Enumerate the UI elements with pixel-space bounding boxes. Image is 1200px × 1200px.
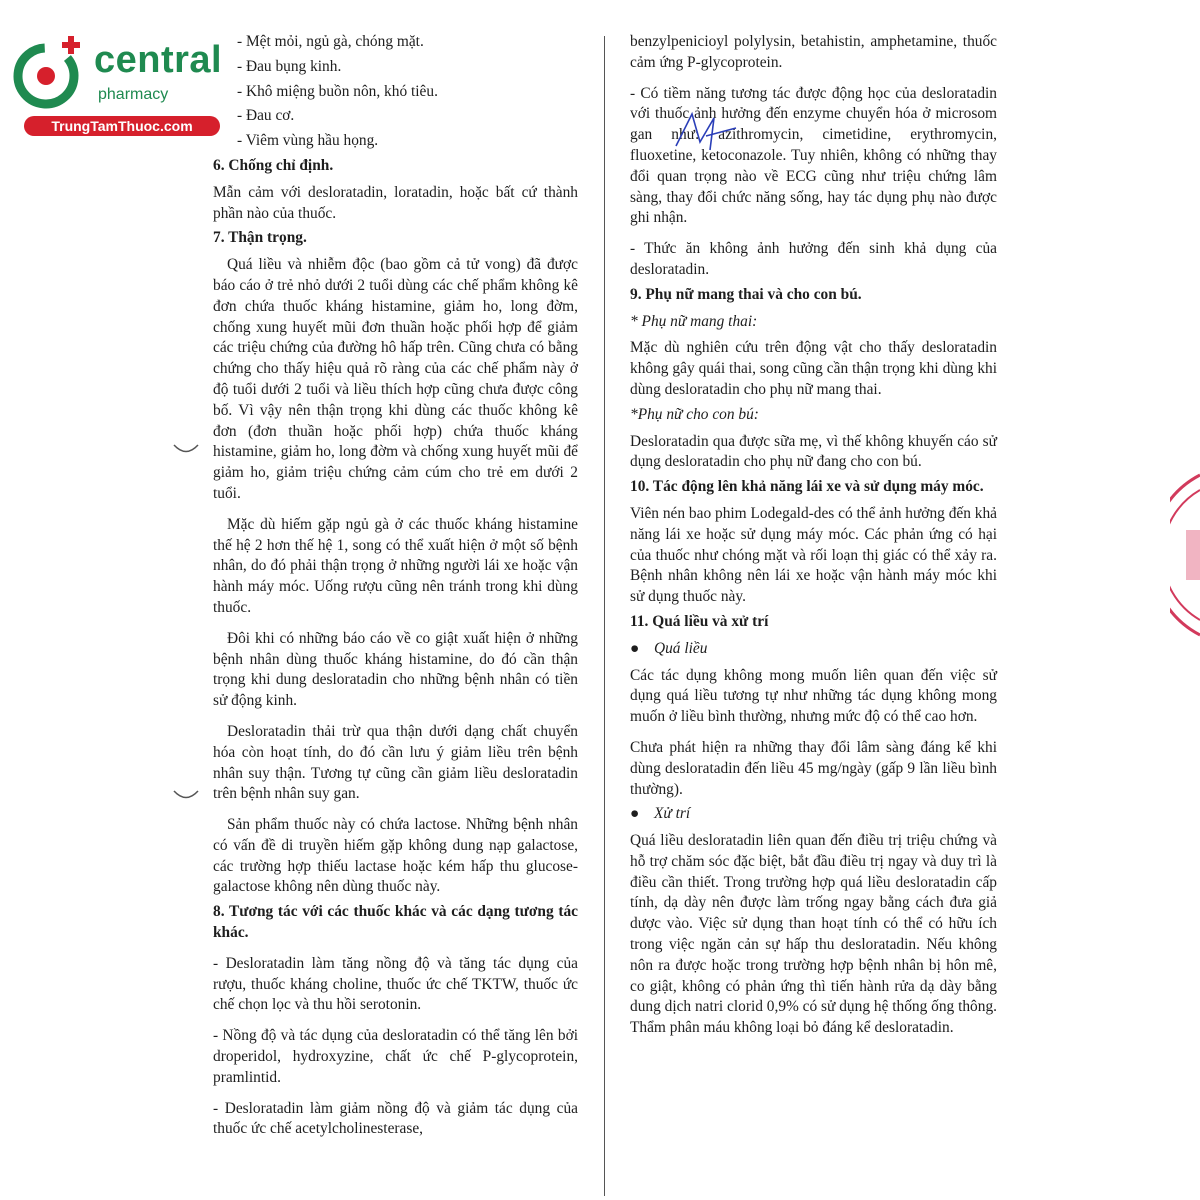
left-column — [213, 32, 578, 1144]
section-10-paragraph: Viên nén bao phim Lodegald-des có thể ảnh hưởng đến khả năng lái xe hoặc sử dụng máy móc. Các phản ứng có hại của thuốc như chóng mặt và rối loạn thị giác có thể xảy ra. Bệnh nhân không nên lái xe hoặc vận hành máy móc khi sử dụng thuốc này. — [630, 504, 997, 606]
section-11-bullet: ● Xử trí — [630, 804, 997, 825]
section-11-heading: 11. Quá liều và xử trí — [630, 612, 769, 630]
section-11-paragraph: Chưa phát hiện ra những thay đổi lâm sàng đáng kể khi dùng desloratadin đến liều 45 mg/ngày (gấp 9 lần liều bình thường). — [630, 738, 997, 798]
section-8-paragraph: - Có tiềm năng tương tác được động học của desloratadin với thuốc ảnh hưởng đến enzyme chuyển hóa ở microsom gan như: azithromycin, cimetidine, erythromycin, fluoxetine, ketoconazole. Tuy nhiên, không có những thay đổi quan trọng nào về ECG cũng như triệu chứng lâm sàng, thay đổi chức năng sống, hay tác dụng phụ nào được ghi nhận. — [630, 84, 997, 227]
section-6-text: Mẫn cảm với desloratadin, loratadin, hoặc bất cứ thành phần nào của thuốc. — [213, 183, 578, 222]
section-8-paragraph: - Desloratadin làm tăng nồng độ và tăng tác dụng của rượu, thuốc kháng choline, thuốc ức chế TKTW, thuốc ức chế chọn lọc và thu hồi serotonin. — [213, 954, 578, 1014]
pen-signature-mark — [670, 106, 742, 162]
section-8-paragraph: - Nồng độ và tác dụng của desloratadin có thể tăng lên bởi droperidol, hydroxyzine, chất ức chế P-glycoprotein, pramlintid. — [213, 1027, 578, 1086]
section-7-heading: 7. Thận trọng. — [213, 229, 307, 247]
scan-mark-icon — [172, 442, 200, 456]
bullet-icon: ● — [630, 639, 640, 657]
section-11-paragraph: Các tác dụng không mong muốn liên quan đến việc sử dụng quá liều tương tự như những tác dụng không mong muốn ở liều bình thường, nhưng mức độ có thể cao hơn. — [630, 666, 997, 726]
side-effect-item: - Đau bụng kinh. — [237, 57, 342, 75]
brand-sub: pharmacy — [98, 86, 169, 103]
section-8-paragraph: - Thức ăn không ảnh hưởng đến sinh khả dụng của desloratadin. — [630, 240, 997, 278]
side-effect-item: - Mệt mỏi, ngủ gà, chóng mặt. — [237, 33, 424, 50]
column-divider — [604, 36, 605, 1196]
company-stamp-seal — [1170, 470, 1200, 640]
section-7-paragraph: Desloratadin thải trừ qua thận dưới dạng chất chuyển hóa còn hoạt tính, do đó cần lưu ý giảm liều trên bệnh nhân suy thận. Tương tự cũng cần giảm liều desloratadin trên bệnh nhân suy gan. — [213, 722, 578, 803]
section-9-heading: 9. Phụ nữ mang thai và cho con bú. — [630, 285, 862, 303]
section-10-heading: 10. Tác động lên khả năng lái xe và sử dụng máy móc. — [630, 478, 984, 496]
section-6-heading: 6. Chống chỉ định. — [213, 156, 334, 174]
brand-url[interactable]: TrungTamThuoc.com — [24, 116, 220, 136]
section-8-continuation: benzylpenicioyl polylysin, betahistin, amphetamine, thuốc cảm ứng P-glycoprotein. — [630, 33, 997, 71]
section-9-subheading: * Phụ nữ mang thai: — [630, 312, 758, 330]
section-7-paragraph: Đôi khi có những báo cáo về co giật xuất hiện ở những bệnh nhân dùng thuốc kháng histamine, do đó cần thận trọng khi dung desloratadin cho những bệnh nhân có tiền sử động kinh. — [213, 629, 578, 710]
section-9-paragraph: Mặc dù nghiên cứu trên động vật cho thấy desloratadin không gây quái thai, song cũng cần thận trọng khi dùng khi dùng desloratadin cho phụ nữ mang thai. — [630, 339, 997, 398]
brand-name: central — [94, 39, 223, 81]
side-effect-item: - Khô miệng buồn nôn, khó tiêu. — [237, 82, 438, 100]
section-7-paragraph: Sản phẩm thuốc này có chứa lactose. Những bệnh nhân có vấn đề di truyền hiếm gặp không dung nạp galactose, các trường hợp thiếu lactase hoặc kém hấp thu glucose-galactose không nên dùng thuốc này. — [213, 816, 578, 896]
section-8-paragraph: - Desloratadin làm giảm nồng độ và giảm tác dụng của thuốc ức chế acetylcholinesterase, — [213, 1099, 578, 1138]
brand-logo — [10, 36, 223, 140]
section-8-heading: 8. Tương tác với các thuốc khác và các dạng tương tác khác. — [213, 903, 578, 942]
right-column — [630, 32, 997, 1043]
central-pharmacy-logo-icon — [10, 36, 86, 112]
section-11-bullet: ● Quá liều — [630, 639, 997, 660]
section-7-paragraph: Mặc dù hiếm gặp ngủ gà ở các thuốc kháng histamine thế hệ 2 hơn thế hệ 1, song có thể xuất hiện ở một số bệnh nhân, do đó phải thận trọng ở những người lái xe hoặc vận hành máy móc. Uống rượu cũng nên tránh trong khi dùng thuốc. — [213, 515, 578, 616]
section-9-subheading: *Phụ nữ cho con bú: — [630, 405, 759, 423]
side-effect-item: - Đau cơ. — [237, 107, 295, 125]
section-9-paragraph: Desloratadin qua được sữa mẹ, vì thế không khuyến cáo sử dụng desloratadin cho phụ nữ đang cho con bú. — [630, 432, 997, 471]
section-11-paragraph: Quá liều desloratadin liên quan đến điều trị triệu chứng và hỗ trợ chăm sóc đặc biệt, bắt đầu điều trị ngay và duy trì là điều cần thiết. Trong trường hợp quá liều desloratadin cấp tính, dạ dày nên được làm trống ngay bằng cách đưa giả dược vào. Việc sử dụng than hoạt tính có thể có hữu ích trong việc ngăn cản sự hấp thu desloratadin. Nếu không nôn ra được hoặc trong trường hợp bệnh nhân bị hôn mê, co giật, không có phản ứng thì tiến hành rửa dạ dày bằng dung dịch natri clorid 0,9% có sử dụng hệ thống ống thông. Thẩm phân máu không loại bỏ đáng kể desloratadin. — [630, 832, 997, 1037]
side-effect-item: - Viêm vùng hầu họng. — [237, 132, 379, 150]
bullet-icon: ● — [630, 805, 640, 823]
scan-mark-icon — [172, 788, 200, 802]
section-7-paragraph: Quá liều và nhiễm độc (bao gồm cả tử vong) đã được báo cáo ở trẻ nhỏ dưới 2 tuổi dùng các chế phẩm không kê đơn chứa thuốc kháng histamine, giảm ho, long đờm, chống xung huyết mũi đơn thuần hoặc phối hợp để giảm các triệu chứng của đường hô hấp trên. Cũng chưa có bằng chứng cho thấy hiệu quả rõ ràng của các chế phẩm này ở độ tuổi dưới 2 tuổi và liều thích hợp cũng chưa được công bố. Vì vậy nên thận trọng khi dùng các thuốc không kê đơn (đơn thuần hoặc phối hợp) chứa thuốc kháng histamine, giảm ho, long đờm và chống xung huyết mũi để giảm ho, giảm triệu chứng cảm cúm cho trẻ em dưới 2 tuổi. — [213, 256, 578, 502]
